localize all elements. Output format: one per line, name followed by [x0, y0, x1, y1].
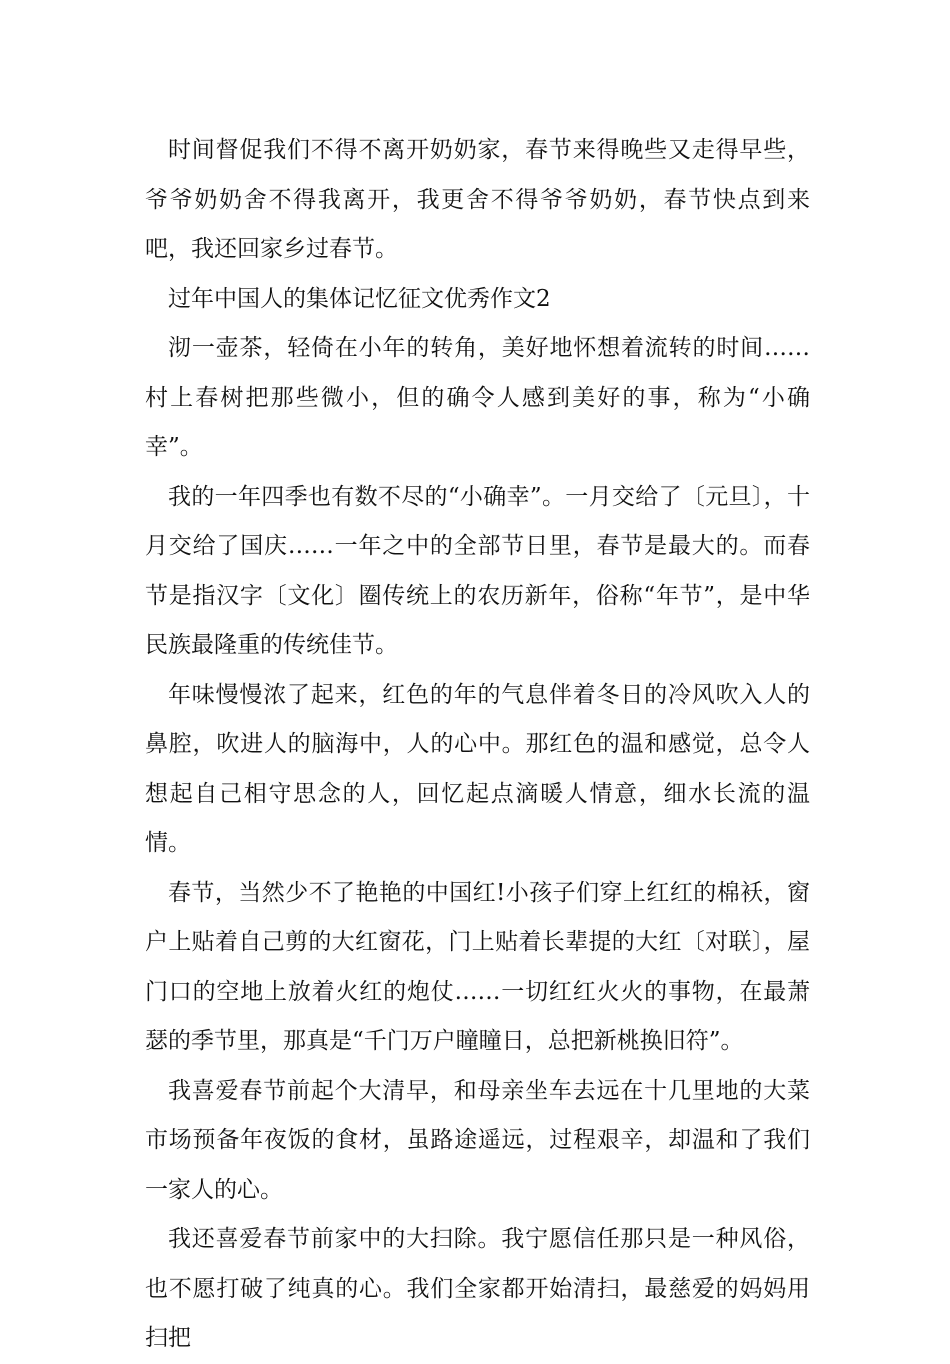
document-body [145, 126, 810, 1364]
paragraph: 时间督促我们不得不离开奶奶家，春节来得晚些又走得早些，爷爷奶奶舍不得我离开，我更舍不得爷爷奶奶，春节快点到来吧，我还回家乡过春节。 [145, 137, 810, 262]
paragraph: 年味慢慢浓了起来，红色的年的气息伴着冬日的冷风吹入人的鼻腔，吹进人的脑海中，人的心中。那红色的温和感觉，总令人想起自己相守思念的人，回忆起点滴暖人情意，细水长流的温情。 [145, 681, 810, 856]
paragraph: 沏一壶茶，轻倚在小年的转角，美好地怀想着流转的时间……村上春树把那些微小，但的确令人感到美好的事，称为“小确幸”。 [145, 335, 810, 460]
paragraph: 我的一年四季也有数不尽的“小确幸”。一月交给了〔元旦〕，十月交给了国庆……一年之中的全部节日里，春节是最大的。而春节是指汉字〔文化〕圈传统上的农历新年，俗称“年节”，是中华民族最隆重的传统佳节。 [145, 483, 810, 658]
paragraph: 我喜爱春节前起个大清早，和母亲坐车去远在十几里地的大菜市场预备年夜饭的食材，虽路途遥远，过程艰辛，却温和了我们一家人的心。 [145, 1077, 810, 1203]
paragraph: 我还喜爱春节前家中的大扫除。我宁愿信任那只是一种风俗，也不愿打破了纯真的心。我们全家都开始清扫，最慈爱的妈妈用扫把 [145, 1226, 810, 1351]
paragraph: 春节，当然少不了艳艳的中国红!小孩子们穿上红红的棉袄，窗户上贴着自己剪的大红窗花，门上贴着长辈提的大红〔对联〕，屋门口的空地上放着火红的炮仗……一切红红火火的事物，在最萧瑟的季节里，那真是“千门万户瞳瞳日，总把新桃换旧符”。 [145, 879, 810, 1054]
section-heading: 过年中国人的集体记忆征文优秀作文2 [168, 285, 551, 312]
